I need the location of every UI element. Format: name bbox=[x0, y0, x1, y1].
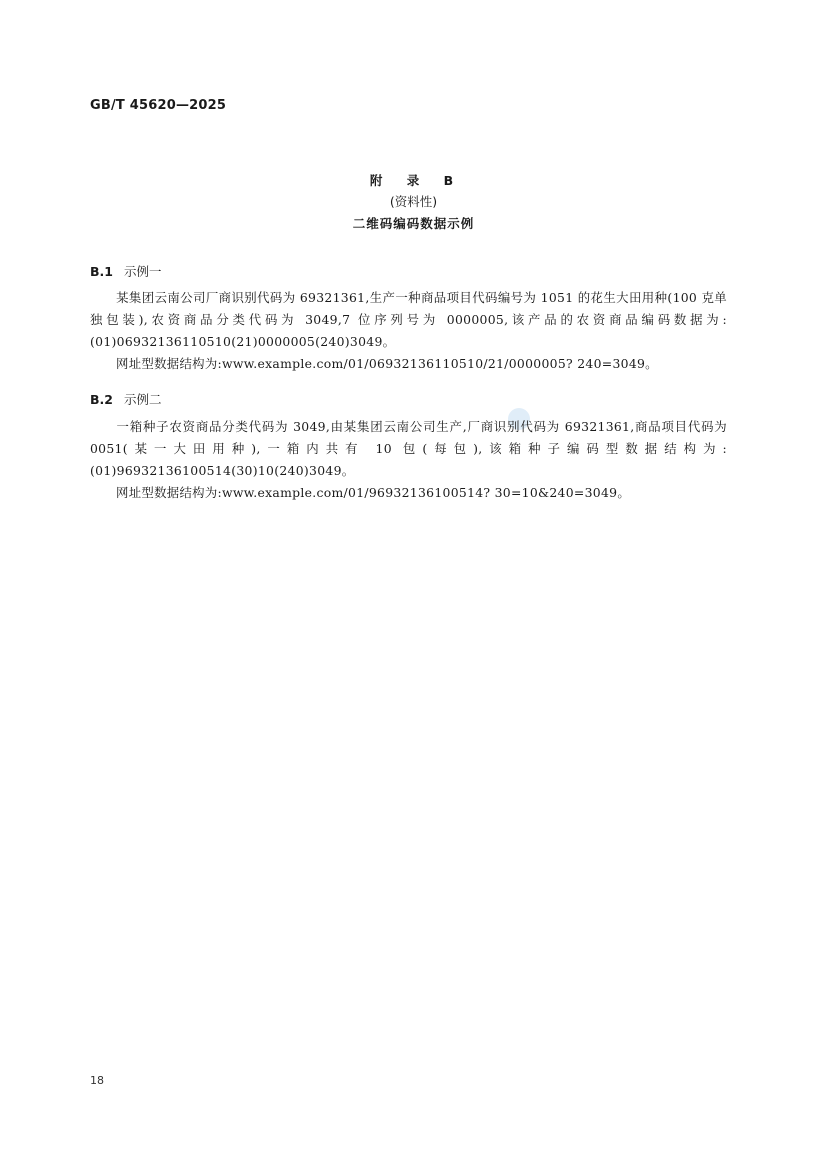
section-number: B.1 bbox=[90, 264, 113, 279]
paragraph bbox=[90, 416, 727, 482]
paragraph-text: 网址型数据结构为:www.example.com/01/96932136100514? 30=10&240=3049。 bbox=[116, 485, 631, 500]
section-title: 示例一 bbox=[124, 264, 162, 279]
annex-name: 二维码编码数据示例 bbox=[352, 216, 475, 231]
paragraph-text: 一箱种子农资商品分类代码为 3049,由某集团云南公司生产,厂商识别代码为 69321361,商品项目代码为 0051(某一大田用种),一箱内共有 10 包(每包),该箱种子编码型数据结构为:(01)96932136100514(30)10(240)3049。 bbox=[90, 419, 727, 478]
standard-number: GB/T 45620—2025 bbox=[90, 98, 227, 113]
paragraph-text: 网址型数据结构为:www.example.com/01/06932136110510/21/0000005? 240=3049。 bbox=[116, 356, 658, 371]
annex-title: 附 录 B bbox=[369, 173, 464, 188]
paragraph bbox=[90, 287, 727, 353]
section-heading-b2 bbox=[90, 390, 162, 408]
section-number: B.2 bbox=[90, 392, 113, 407]
paragraph-text: 某集团云南公司厂商识别代码为 69321361,生产一种商品项目代码编号为 1051 的花生大田用种(100 克单独包装),农资商品分类代码为 3049,7 位序列号为 0000005,该产品的农资商品编码数据为:(01)06932136110510(21)0000005(240)3049。 bbox=[90, 290, 727, 349]
paragraph bbox=[90, 353, 727, 375]
section-heading-b1 bbox=[90, 262, 162, 280]
paragraph bbox=[90, 482, 727, 504]
section-title: 示例二 bbox=[124, 392, 162, 407]
annex-kind: (资料性) bbox=[389, 194, 438, 209]
page-number: 18 bbox=[90, 1074, 104, 1087]
